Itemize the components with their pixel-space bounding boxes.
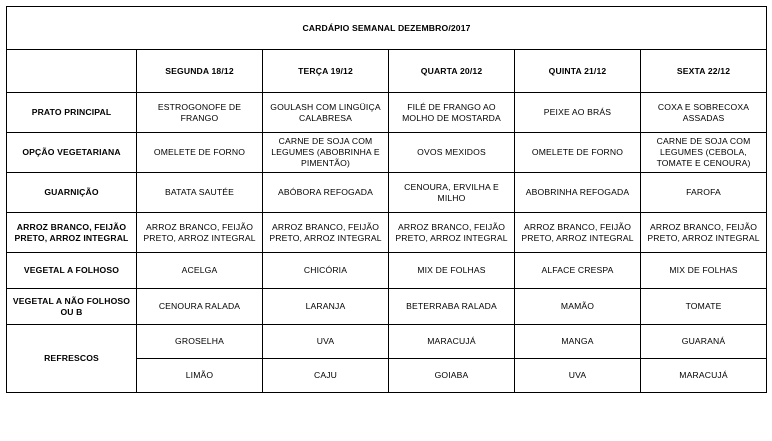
cell-refresco1-terca: UVA	[263, 325, 389, 359]
day-header-quinta: QUINTA 21/12	[515, 50, 641, 93]
cell-vegetal-folhoso-sexta: MIX DE FOLHAS	[641, 253, 767, 289]
cell-arroz-feijao-sexta: ARROZ BRANCO, FEIJÃO PRETO, ARROZ INTEGRAL	[641, 213, 767, 253]
cell-prato-principal-segunda: ESTROGONOFE DE FRANGO	[137, 93, 263, 133]
cell-vegetal-nao-folhoso-sexta: TOMATE	[641, 289, 767, 325]
cell-arroz-feijao-terca: ARROZ BRANCO, FEIJÃO PRETO, ARROZ INTEGRAL	[263, 213, 389, 253]
cell-vegetal-nao-folhoso-segunda: CENOURA RALADA	[137, 289, 263, 325]
cell-opcao-vegetariana-terca: CARNE DE SOJA COM LEGUMES (ABOBRINHA E PIMENTÃO)	[263, 133, 389, 173]
header-corner-cell	[7, 50, 137, 93]
document-title: CARDÁPIO SEMANAL DEZEMBRO/2017	[7, 7, 767, 50]
cell-opcao-vegetariana-quarta: OVOS MEXIDOS	[389, 133, 515, 173]
row-label-arroz-feijao: ARROZ BRANCO, FEIJÃO PRETO, ARROZ INTEGRAL	[7, 213, 137, 253]
day-header-quarta: QUARTA 20/12	[389, 50, 515, 93]
row-label-refrescos: REFRESCOS	[7, 325, 137, 393]
cell-guarnicao-terca: ABÓBORA REFOGADA	[263, 173, 389, 213]
cell-opcao-vegetariana-sexta: CARNE DE SOJA COM LEGUMES (CEBOLA, TOMATE E CENOURA)	[641, 133, 767, 173]
cell-refresco2-terca: CAJU	[263, 359, 389, 393]
day-header-segunda: SEGUNDA 18/12	[137, 50, 263, 93]
table-row	[7, 133, 767, 173]
cell-refresco1-quinta: MANGA	[515, 325, 641, 359]
table-row	[7, 289, 767, 325]
cell-refresco1-quarta: MARACUJÁ	[389, 325, 515, 359]
cell-vegetal-nao-folhoso-quarta: BETERRABA RALADA	[389, 289, 515, 325]
cell-arroz-feijao-segunda: ARROZ BRANCO, FEIJÃO PRETO, ARROZ INTEGRAL	[137, 213, 263, 253]
row-label-vegetal-a-folhoso: VEGETAL A FOLHOSO	[7, 253, 137, 289]
cell-refresco2-segunda: LIMÃO	[137, 359, 263, 393]
cell-guarnicao-quinta: ABOBRINHA REFOGADA	[515, 173, 641, 213]
row-label-guarnicao: GUARNIÇÃO	[7, 173, 137, 213]
cell-guarnicao-quarta: CENOURA, ERVILHA E MILHO	[389, 173, 515, 213]
cell-vegetal-folhoso-quarta: MIX DE FOLHAS	[389, 253, 515, 289]
cell-refresco1-sexta: GUARANÁ	[641, 325, 767, 359]
row-label-opcao-vegetariana: OPÇÃO VEGETARIANA	[7, 133, 137, 173]
cell-opcao-vegetariana-segunda: OMELETE DE FORNO	[137, 133, 263, 173]
table-row	[7, 173, 767, 213]
table-row	[7, 253, 767, 289]
cell-prato-principal-quarta: FILÉ DE FRANGO AO MOLHO DE MOSTARDA	[389, 93, 515, 133]
cell-opcao-vegetariana-quinta: OMELETE DE FORNO	[515, 133, 641, 173]
cell-vegetal-folhoso-quinta: ALFACE CRESPA	[515, 253, 641, 289]
cell-vegetal-nao-folhoso-quinta: MAMÃO	[515, 289, 641, 325]
row-label-vegetal-nao-folhoso: VEGETAL A NÃO FOLHOSO OU B	[7, 289, 137, 325]
cell-vegetal-folhoso-segunda: ACELGA	[137, 253, 263, 289]
cell-refresco2-quarta: GOIABA	[389, 359, 515, 393]
cell-refresco2-quinta: UVA	[515, 359, 641, 393]
cell-refresco2-sexta: MARACUJÁ	[641, 359, 767, 393]
cell-prato-principal-sexta: COXA E SOBRECOXA ASSADAS	[641, 93, 767, 133]
table-row	[7, 325, 767, 359]
cell-arroz-feijao-quarta: ARROZ BRANCO, FEIJÃO PRETO, ARROZ INTEGRAL	[389, 213, 515, 253]
cell-prato-principal-quinta: PEIXE AO BRÁS	[515, 93, 641, 133]
cell-guarnicao-segunda: BATATA SAUTÉE	[137, 173, 263, 213]
weekly-menu-table	[6, 6, 767, 393]
cell-vegetal-nao-folhoso-terca: LARANJA	[263, 289, 389, 325]
day-header-sexta: SEXTA 22/12	[641, 50, 767, 93]
row-label-prato-principal: PRATO PRINCIPAL	[7, 93, 137, 133]
table-row	[7, 93, 767, 133]
table-row	[7, 213, 767, 253]
cell-guarnicao-sexta: FAROFA	[641, 173, 767, 213]
table-header-row	[7, 50, 767, 93]
day-header-terca: TERÇA 19/12	[263, 50, 389, 93]
cell-vegetal-folhoso-terca: CHICÓRIA	[263, 253, 389, 289]
table-title-row	[7, 7, 767, 50]
cell-prato-principal-terca: GOULASH COM LINGÜIÇA CALABRESA	[263, 93, 389, 133]
cell-refresco1-segunda: GROSELHA	[137, 325, 263, 359]
cell-arroz-feijao-quinta: ARROZ BRANCO, FEIJÃO PRETO, ARROZ INTEGRAL	[515, 213, 641, 253]
